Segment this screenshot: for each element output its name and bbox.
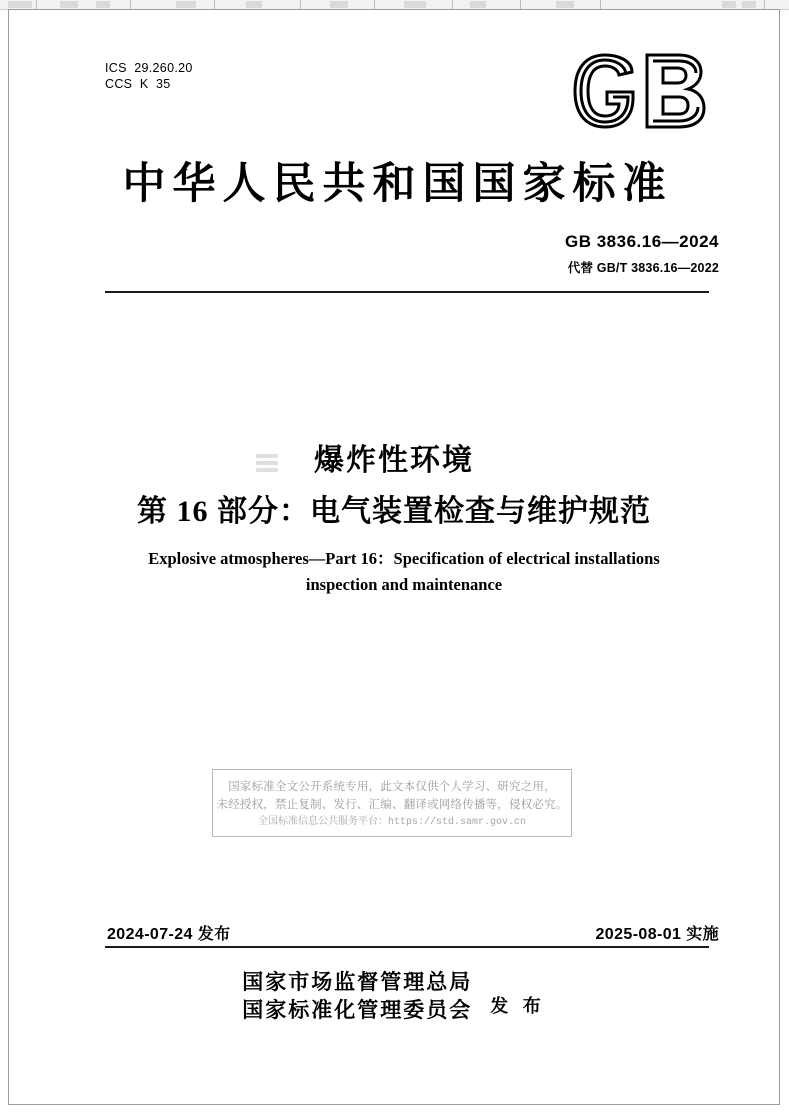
toolbar-item[interactable]: [742, 1, 756, 8]
gb-emblem-icon: [569, 52, 719, 130]
toolbar-item[interactable]: [722, 1, 736, 8]
toolbar-item[interactable]: [176, 1, 196, 8]
notice-line-1: 国家标准全文公开系统专用，此文本仅供个人学习、研究之用，: [228, 781, 556, 793]
divider-bottom: [105, 946, 709, 948]
toolbar-divider: [764, 0, 765, 9]
toolbar-divider: [520, 0, 521, 9]
toolbar-divider: [130, 0, 131, 9]
ccs-code: CCS K 35: [105, 77, 171, 91]
divider-top: [105, 291, 709, 293]
document-title-cn-line2: 第 16 部分：电气装置检查与维护规范: [137, 495, 651, 528]
standard-cover-page: [8, 9, 780, 1105]
toolbar-divider: [36, 0, 37, 9]
toolbar-divider: [300, 0, 301, 9]
toolbar-divider: [374, 0, 375, 9]
toolbar-divider: [214, 0, 215, 9]
toolbar-item[interactable]: [60, 1, 78, 8]
toolbar-divider: [600, 0, 601, 9]
toolbar-item[interactable]: [470, 1, 486, 8]
toolbar-divider: [452, 0, 453, 9]
notice-platform-url: 全国标准信息公共服务平台：https://std.samr.gov.cn: [257, 817, 527, 828]
ics-code: ICS 29.260.20: [105, 61, 193, 75]
document-title-en-line1: Explosive atmospheres—Part 16：Specification of electrical installations: [148, 549, 660, 568]
document-title-cn-line1: 爆炸性环境: [314, 444, 474, 477]
issuer-names: [242, 968, 472, 1024]
document-title-en-line2: inspection and maintenance: [305, 575, 503, 594]
implementation-date: 2025-08-01 实施: [595, 926, 719, 943]
copyright-notice-box: [212, 769, 572, 837]
issue-date: 2024-07-24 发布: [107, 926, 231, 943]
page-title: 中华人民共和国国家标准: [122, 161, 673, 208]
toolbar-item[interactable]: [556, 1, 574, 8]
toolbar-item[interactable]: [96, 1, 110, 8]
issuer-verb: 发 布: [490, 996, 546, 1016]
toolbar-item[interactable]: [330, 1, 348, 8]
toolbar-item[interactable]: [404, 1, 426, 8]
issuer-line-1: 国家市场监督管理总局: [242, 970, 473, 994]
classification-codes: [105, 60, 193, 92]
issuer-line-2: 国家标准化管理委员会: [242, 998, 473, 1022]
replaced-standard: 代替 GB/T 3836.16—2022: [567, 261, 719, 275]
standard-number: GB 3836.16—2024: [565, 232, 719, 251]
toolbar-item[interactable]: [8, 1, 32, 8]
toolbar-item[interactable]: [246, 1, 262, 8]
notice-line-2: 未经授权，禁止复制、发行、汇编、翻译或网络传播等，侵权必究。: [216, 799, 568, 811]
issuing-authority: [9, 968, 779, 1024]
document-title-en: [119, 546, 689, 598]
